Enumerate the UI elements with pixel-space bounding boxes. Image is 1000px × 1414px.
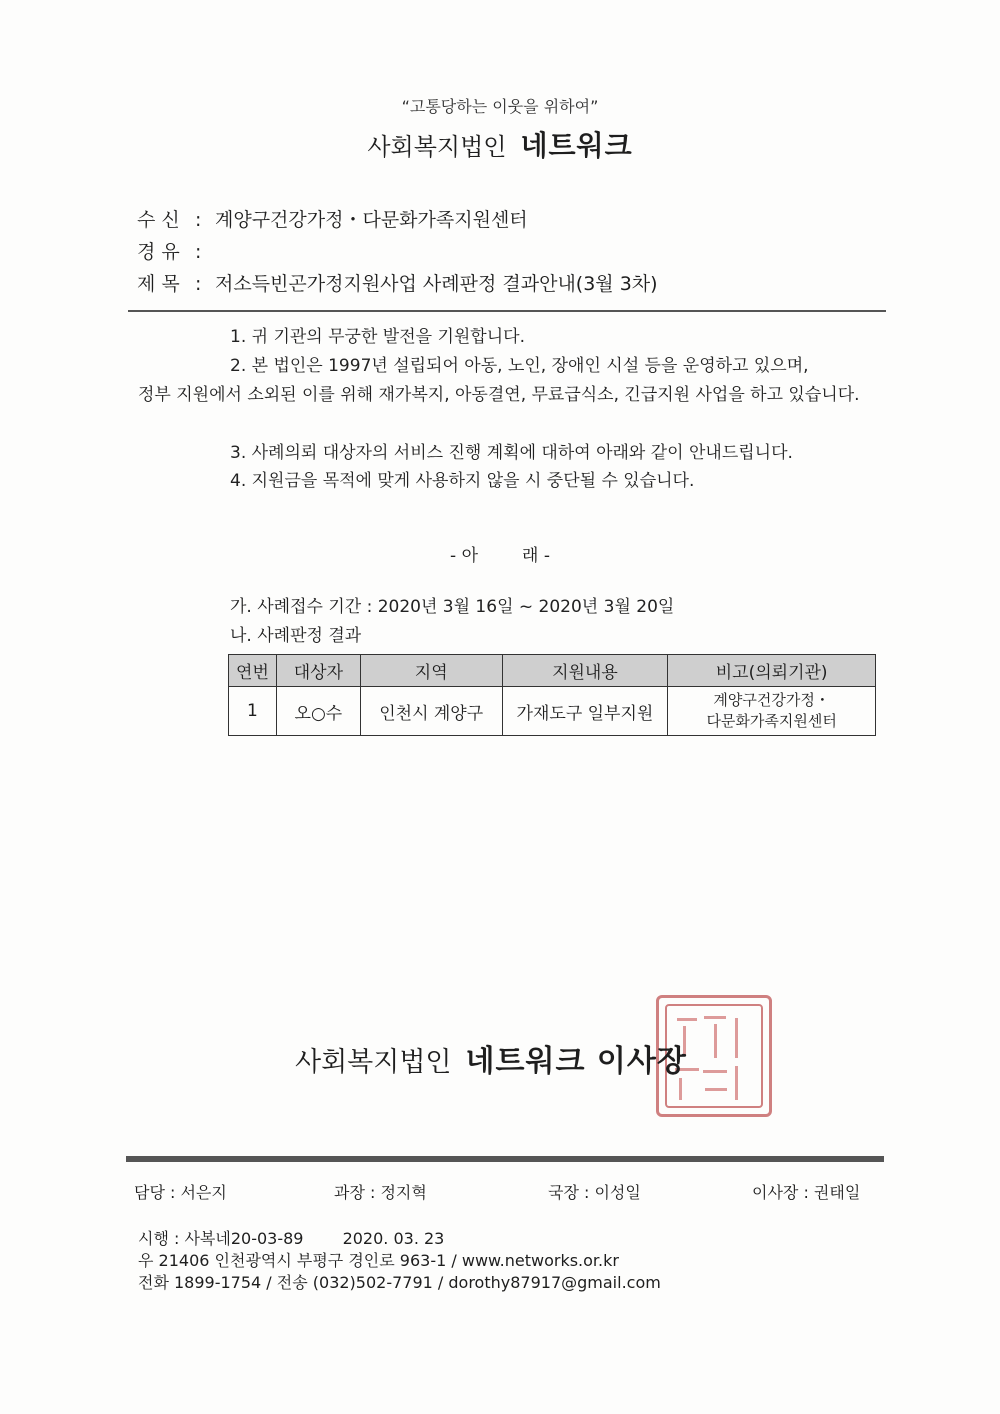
seal-stroke — [704, 1016, 726, 1019]
subject-row — [137, 269, 658, 296]
cell-name: 오○수 — [276, 687, 360, 736]
header-divider — [128, 310, 886, 312]
table-header-row — [229, 655, 876, 687]
seal-stroke — [714, 1024, 717, 1058]
footer-date: 2020. 03. 23 — [342, 1229, 445, 1248]
results-table — [228, 654, 876, 736]
paragraph-2: 2. 본 법인은 1997년 설립되어 아동, 노인, 장애인 시설 등을 운영하고 있으며, — [230, 356, 809, 376]
subject-value: 저소득빈곤가정지원사업 사례판정 결과안내(3월 3차) — [215, 273, 658, 295]
org-title — [0, 124, 1000, 164]
item-b-result: 나. 사례판정 결과 — [230, 626, 362, 646]
notice-heading — [0, 541, 1000, 566]
cell-support: 가재도구 일부지원 — [502, 687, 668, 736]
footer-address: 우 21406 인천광역시 부평구 경인로 963-1 / www.networks.or.kr — [138, 1251, 619, 1270]
signature-line — [295, 1036, 687, 1080]
col-header-support: 지원내용 — [502, 655, 668, 687]
notice-right: 래 - — [522, 546, 550, 566]
cell-remark — [668, 687, 876, 736]
table-row — [229, 687, 876, 736]
signer-staff: 담당 : 서은지 — [134, 1183, 227, 1202]
cell-remark-line1: 계양구건강가정・ — [713, 691, 830, 709]
via-row — [137, 237, 215, 264]
paragraph-4: 4. 지원금을 목적에 맞게 사용하지 않을 시 중단될 수 있습니다. — [230, 471, 695, 491]
via-label: 경 유 — [137, 241, 180, 263]
recipient-label: 수 신 — [137, 209, 180, 231]
paragraph-3: 3. 사례의뢰 대상자의 서비스 진행 계획에 대하여 아래와 같이 안내드립니다. — [230, 443, 793, 463]
signer-chairman: 이사장 : 권태일 — [752, 1183, 861, 1202]
signature-org-type: 사회복지법인 — [295, 1047, 452, 1078]
item-a-period: 가. 사례접수 기간 : 2020년 3월 16일 ~ 2020년 3월 20일 — [230, 597, 675, 617]
paragraph-1: 1. 귀 기관의 무궁한 발전을 기원합니다. — [230, 327, 525, 347]
footer-doc-line — [138, 1226, 444, 1249]
seal-stroke — [703, 1070, 727, 1073]
col-header-name: 대상자 — [276, 655, 360, 687]
cell-no: 1 — [229, 687, 277, 736]
org-name: 네트워크 — [520, 129, 633, 162]
seal-stroke — [735, 1018, 738, 1058]
col-header-remark: 비고(의뢰기관) — [668, 655, 876, 687]
col-header-region: 지역 — [360, 655, 502, 687]
subject-label: 제 목 — [137, 273, 180, 295]
org-type: 사회복지법인 — [367, 133, 507, 161]
signer-director: 국장 : 이성일 — [548, 1183, 641, 1202]
footer-contact: 전화 1899-1754 / 전송 (032)502-7791 / dorothy87917@gmail.com — [138, 1273, 661, 1292]
recipient-row — [137, 205, 528, 232]
recipient-colon: : — [195, 209, 202, 231]
signature-title: 네트워크 이사장 — [465, 1044, 687, 1079]
seal-stroke — [735, 1066, 738, 1100]
cell-remark-line2: 다문화가족지원센터 — [706, 712, 837, 730]
subject-colon: : — [195, 273, 202, 295]
cell-region: 인천시 계양구 — [360, 687, 502, 736]
signer-manager: 과장 : 정지혁 — [334, 1183, 427, 1202]
slogan: “고통당하는 이웃을 위하여” — [401, 97, 599, 116]
via-colon: : — [195, 241, 202, 263]
seal-stroke — [677, 1018, 697, 1021]
footer-doc-no: 시행 : 사복네20-03-89 — [138, 1229, 304, 1248]
paragraph-2-continued: 정부 지원에서 소외된 이를 위해 재가복지, 아동결연, 무료급식소, 긴급지원 사업을 하고 있습니다. — [138, 385, 860, 405]
col-header-no: 연번 — [229, 655, 277, 687]
seal-stroke — [679, 1078, 682, 1100]
seal-stroke — [705, 1088, 727, 1091]
notice-left: - 아 — [450, 546, 478, 566]
recipient-value: 계양구건강가정・다문화가족지원센터 — [215, 209, 528, 231]
footer-divider — [126, 1156, 884, 1162]
